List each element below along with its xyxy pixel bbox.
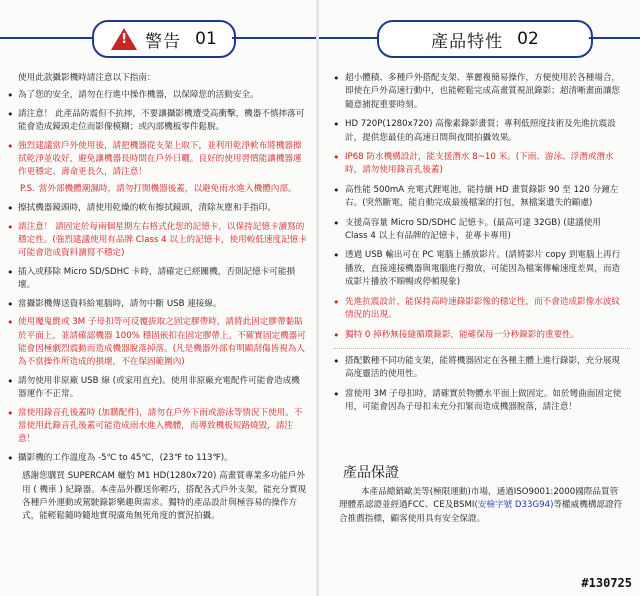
guarantee-tail: 等權威機構認證符合推薦指標，顧客使用具有安全保證。 <box>339 500 623 524</box>
features-header <box>319 18 640 58</box>
feature-item: • 透過 USB 輸出可在 PC 電腦上播放影片。(請將影片 copy 到電腦上再行播放，直接連接機器與電腦進行撥放，可能因為檔案傳輸速度差異，而造成影片播放不順暢或停頓現象) <box>319 249 640 289</box>
feature-item: • HD 720P(1280x720) 高像素錄影畫質；專利低照度技術及先進抗震設計，提供您最佳的高速日間與夜間拍攝效果。 <box>319 118 640 145</box>
header-title-box <box>377 20 593 58</box>
warning-item: • 為了您的安全，請勿在行進中操作機器，以保障您的活動安全。 <box>0 89 317 102</box>
warning-content <box>0 72 317 524</box>
header-rule-right <box>232 37 317 39</box>
warning-list <box>0 89 317 179</box>
ps-text: 當外部機體潮濕時，請勿打開機器後蓋，以避免雨水進入機體內部。 <box>38 183 297 194</box>
header-rule-left <box>319 37 377 39</box>
ps-tag: P.S. <box>20 183 35 194</box>
features-list-2 <box>319 355 640 415</box>
page-title: 產品特性 <box>431 31 504 52</box>
feature-item: • 先進抗震設計，能保持高時速錄影影像的穩定性，而不會造成影像水波紋情況的出現。 <box>319 296 640 323</box>
page-number: 02 <box>517 29 539 49</box>
warning-item: • 攝影機的工作溫度為 -5℃ to 45℃，(23℉ to 113℉)。 <box>0 452 317 465</box>
guarantee-body: 本產品總銷歐美等(極限運動)市場，通過ISO9001:2000國際品質管理體系認證並經過FCC、CE及BSMI <box>339 487 619 511</box>
bsmi-number: (安檢字號 D33G94) <box>474 500 554 511</box>
warning-triangle-icon: ! <box>111 28 137 50</box>
intro-text: 使用此款攝影機時請注意以下指南： <box>18 73 156 83</box>
warning-item: • 當使用錄音孔後蓋時 (加購配件)，請勿在戶外下雨或游泳等情況下使用。不當使用此錄音孔後蓋可能造成雨水進入機體，而導致機板短路燒毀，請注意！ <box>0 407 317 447</box>
feature-item: • 超小體積、多種戶外搭配支架、華麗複簡易操作，方便使用於各種場合，即使在戶外高速行動中，也能輕鬆完成高畫質視訊錄影；超清晰畫面讓您隨意捕捉重要時刻。 <box>319 72 640 112</box>
warning-item: • 當攝影機傳送資料給電腦時，請勿中斷 USB 連接線。 <box>0 298 317 311</box>
guarantee-title: 產品保證 <box>343 465 399 481</box>
header-title-box <box>92 20 236 58</box>
warning-list-2 <box>0 202 317 465</box>
right-page <box>319 0 640 596</box>
guarantee-text <box>339 486 626 526</box>
warning-item: • 強烈建議當戶外使用後，請把機器從支架上取下，並利用乾淨軟布將機器擦拭乾淨並收好，避免讓機器長時間在戶外日曬。良好的使用習慣能讓機器運作更穩定、壽命更長久，請注意！ <box>0 140 317 180</box>
warning-item: • 使用魔鬼氈或 3M 子母扣等可反覆拔取之固定膠帶時，請將此固定膠帶黏貼於平面上，並請確認機器 100% 穩固嵌扣在固定膠帶上。不確實固定機器可能會因極劇烈震動而造成機器脫落掉落。(凡是機器外部有明顯刮傷皆視為人為不當操作所造成的損壞，不在保固範圍內) <box>0 316 317 370</box>
left-page <box>0 0 317 596</box>
feature-item: • 獨特 0 掉秒無接縫循環錄影，能確保每一分秒錄影的重要性。 <box>319 329 640 342</box>
feature-item: • 搭配數種不同功能支架，能將機器固定在各種主體上進行錄影，充分展現高度靈活的使用性。 <box>319 355 640 382</box>
feature-item: • 當使用 3M 子母扣時，請確實於物體水平面上做固定。如於彎曲面固定使用，可能會因為子母扣未充分扣緊而造成機器脫落，請注意！ <box>319 388 640 415</box>
divider <box>333 348 630 349</box>
warning-item: • 插入或移除 Micro SD/SDHC 卡時，請確定已經關機，否則記憶卡可能損壞。 <box>0 266 317 293</box>
feature-item: • 支援高容量 Micro SD/SDHC 記憶卡。(最高可達 32GB) (建議使用 Class 4 以上有品牌的記憶卡，並專卡專用) <box>319 217 640 244</box>
header-rule-left <box>0 37 92 39</box>
warning-item: • 請注意！ 此產品防震但不抗摔，不要讓攝影機遭受高衝擊，機器不慎摔落可能會造成鏡頭走位而影像模糊；或內部機板零件鬆脫。 <box>0 108 317 135</box>
header-rule-right <box>589 37 640 39</box>
warning-header <box>0 18 317 58</box>
feature-item: • 高性能 500mA 充電式鋰電池，能持續 HD 畫質錄影 90 至 120 分鐘左右。(突然斷電，能自動完成最後檔案的打包，無檔案遺失的顧慮) <box>319 184 640 211</box>
closing-paragraph: 感謝您購買 SUPERCAM 蠟豹 M1 HD(1280x720) 高畫質專業多功能戶外用 ( 機車 ) 紀錄器。本產品外觀送你輕巧，搭配各式戶外支架，能充分實現各種戶外運動或駕駛錄影樂趣與需求。獨特的產品設計與極容易的操作方式，能輕鬆隨時隨地實現廣角無死角度的實況拍攝。 <box>22 471 307 522</box>
warning-item: • 擦拭機器鏡頭時，請使用乾燥的軟布擦拭鏡頭，清除灰塵和手指印。 <box>0 202 317 215</box>
features-content <box>319 72 640 421</box>
warning-item: • 請勿使用非原廠 USB 線 (或家用直充)。使用非原廠充電配件可能會造成機器運作不正常。 <box>0 375 317 402</box>
feature-item: • IP68 防水機構設計，能支援潛水 8~10 米。(下雨、游泳、浮潛或潛水時，請勿使用錄音孔後蓋) <box>319 151 640 178</box>
features-list <box>319 72 640 342</box>
page-number: 01 <box>195 29 217 49</box>
serial-number: #130725 <box>581 576 632 590</box>
warning-item: • 請注意！ 請固定於每兩個星期左右格式化您的記憶卡，以保持記憶卡讀寫的穩定性。(強烈建議使用有品牌 Class 4 以上的記憶卡，使用較低速度記憶卡可能會造成資料讀寫不穩定) <box>0 221 317 261</box>
page-title: 警告 <box>145 31 182 52</box>
ps-note <box>0 183 317 196</box>
